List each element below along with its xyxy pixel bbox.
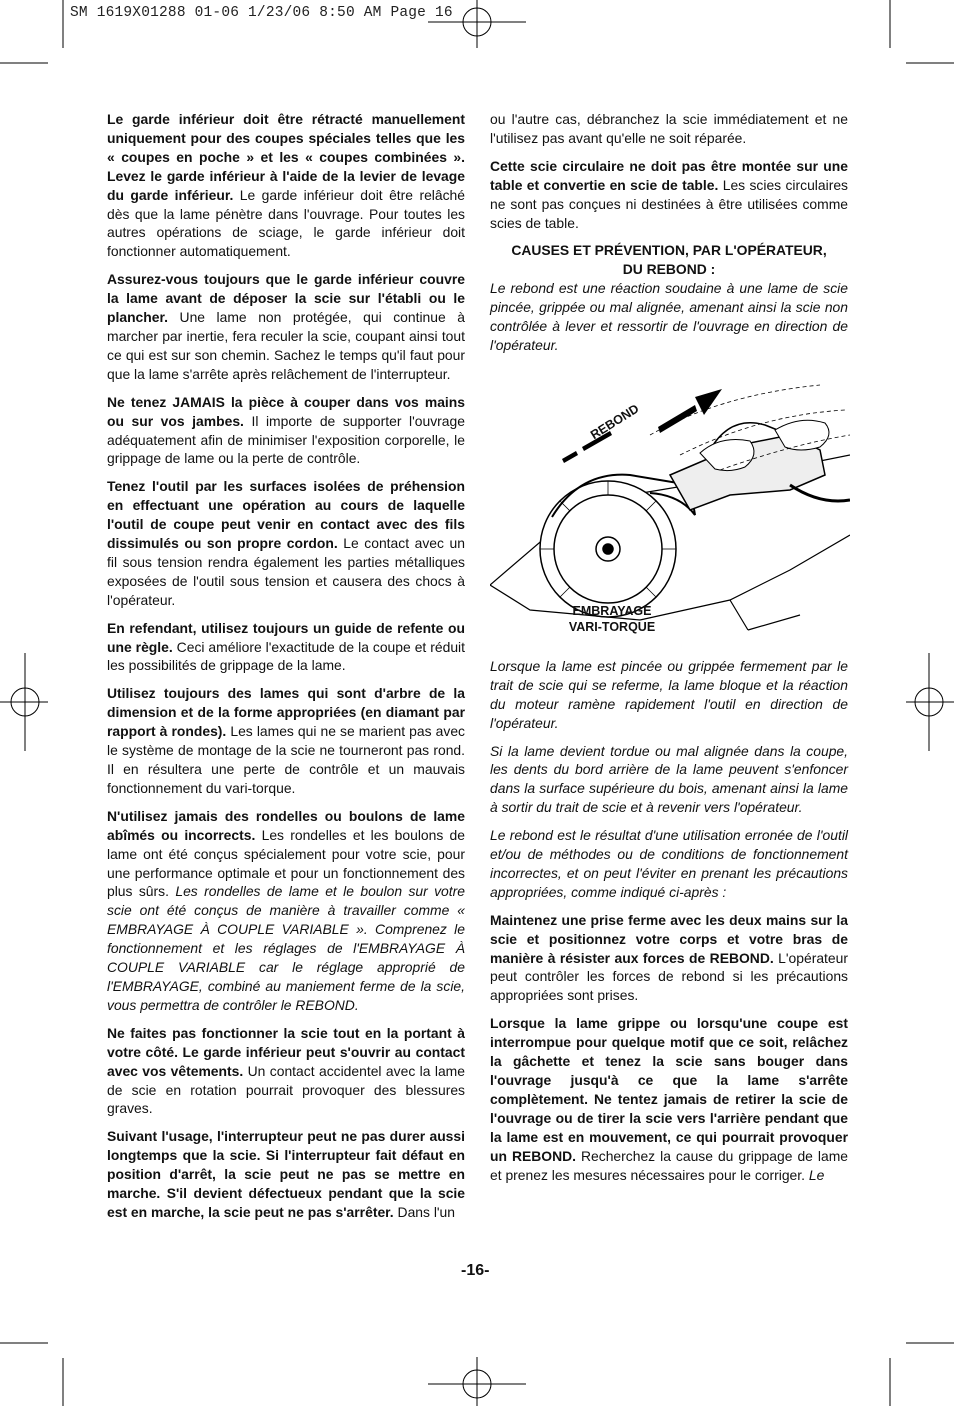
paragraph-kickback-misuse: Le rebond est le résultat d'une utilisation erronée de l'outil et/ou de méthodes ou de conditions de fonctionnement incorrectes, et on peut l'éviter en prenant les précautions appropriées, comme indiqué ci-après : (490, 827, 848, 900)
section-heading-kickback: CAUSES ET PRÉVENTION, PAR L'OPÉRATEUR, DU REBOND : (511, 242, 827, 278)
paragraph-blade-twisted: Si la lame devient tordue ou mal alignée dans la coupe, les dents du bord arrière de la lame peuvent s'enfoncer dans la surface supérieure du bois, amenant ainsi la lame à sortir du trait de scie et à revenir vers l'opérateur. (490, 742, 848, 816)
label-clutch: EMBRAYAGE VARI-TORQUE (568, 603, 656, 634)
registration-mark-bottom (428, 1357, 526, 1406)
paragraph-guard-covers-blade: Assurez-vous toujours que le garde inférieur couvre la lame avant de déposer la scie sur l'établi ou le plancher. Une lame non protégée, qui continue à marcher par inertie, fera reculer la scie, coupant ainsi tout ce qui est sur son chemin. Sachez le temps qu'il faut pour que la lame s'arrête après relâchement de l'interrupteur. (107, 271, 465, 382)
paragraph-no-table-mount: Cette scie circulaire ne doit pas être montée sur une table et convertie en scie de table. Les scies circulaires ne sont pas conçues ni destinées à être utilisées comme scies de table. (490, 157, 848, 231)
right-column (490, 110, 848, 1193)
registration-mark-left (0, 653, 48, 751)
paragraph-lower-guard: Le garde inférieur doit être rétracté manuellement uniquement pour des coupes spéciales telles que les « coupes en poche » et les « coupes combinées ». Levez le garde inférieur à l'aide de la levier de levage du garde inférieur. Le garde inférieur doit être relâché dès que la lame pénètre dans l'ouvrage. Pour toutes les autres opérations de sciage, le garde inférieur doit fonctionner automatiquement. (107, 111, 465, 260)
label-rebond: REBOND (588, 401, 642, 443)
kickback-arrow (658, 389, 722, 433)
paragraph-blade-pinched: Lorsque la lame est pincée ou grippée fermement par le trait de scie qui se referme, la lame bloque et la réaction du moteur ramène rapidement l'outil en direction de l'opérateur. (490, 657, 848, 731)
paragraph-never-hold-workpiece: Ne tenez JAMAIS la pièce à couper dans vos mains ou sur vos jambes. Il importe de supporter l'ouvrage adéquatement afin de minimiser l'exposition corporelle, le grippage de lame ou la perte de contrôle. (107, 393, 465, 467)
paragraph-carry-at-side: Ne faites pas fonctionner la scie tout en la portant à votre côté. Le garde inférieur peut s'ouvrir au contact avec vos vêtements. Un contact accidentel avec la lame de scie en rotation pourrait provoquer des blessures graves. (107, 1024, 465, 1117)
paragraph-kickback-definition: Le rebond est une réaction soudaine à une lame de scie pincée, grippée ou mal alignée, amenant ainsi la scie non contrôlée à lever et ressortir de l'ouvrage en direction de l'opérateur. (490, 280, 848, 353)
registration-mark-right (906, 653, 954, 751)
paragraph-arbor-holes: Utilisez toujours des lames qui sont d'arbre de la dimension et de la forme appropriées (en diamant par rapport à rondes). Les lames qui ne se marient pas avec le système de montage de la scie ne tourneront pas rond. Il en résultera une perte de contrôle et un mauvais fonctionnement du vari-torque. (107, 685, 465, 796)
paragraph-insulated-surfaces: Tenez l'outil par les surfaces isolées de préhension en effectuant une opération au cours de laquelle l'outil de coupe peut venir en contact avec des fils dissimulés ou son propre cordon. Le contact avec un fil sous tension rendra également les parties métalliques exposées de l'outil sous tension et causera des chocs à l'opérateur. (107, 478, 466, 608)
paragraph-rip-fence: En refendant, utilisez toujours un guide de refente ou une règle. Ceci améliore l'exactitude de la coupe et réduit les possibilités de grippage de la lame. (107, 619, 465, 674)
print-slug: SM 1619X01288 01-06 1/23/06 8:50 AM Page 16 (70, 5, 453, 21)
paragraph-washers-bolts: N'utilisez jamais des rondelles ou boulons de lame abîmés ou incorrects. Les rondelles et les boulons de lame ont été conçus spécialement pour votre scie, pour une performance optimale et pour un fonctionnement des plus sûrs. Les rondelles de lame et le boulon sur votre scie ont été conçus de manière à travailler comme « EMBRAYAGE À COUPLE VARIABLE ». Comprenez le fonctionnement et les réglages de l'EMBRAYAGE À COUPLE VARIABLE car le réglage approprié de l'EMBRAYAGE, combiné au maniement ferme de la scie, vous permettra de contrôler le REBOND. (107, 807, 466, 1013)
paragraph-switch-life: Suivant l'usage, l'interrupteur peut ne pas durer aussi longtemps que la scie. Si l'interrupteur fait défaut en position d'arrêt, la scie peut ne pas se mettre en marche. S'il devient défectueux pendant que la scie est en marche, la scie peut ne pas s'arrêter. Dans l'un (107, 1128, 465, 1220)
paragraph-blade-binding: Lorsque la lame grippe ou lorsqu'une coupe est interrompue pour quelque motif que ce soit, relâchez la gâchette et tenez la scie sans bouger dans l'ouvrage jusqu'à ce que la lame s'arrête complètement. Ne tentez jamais de retirer la scie de l'ouvrage ou de tirer la scie vers l'arrière pendant que la lame est en mouvement, ce qui pourrait provoquer un REBOND. Recherchez la cause du grippage de lame et prenez les mesures nécessaires pour le corriger. Le (490, 1015, 848, 1183)
paragraph-unplug-saw: ou l'autre cas, débranchez la scie immédiatement et ne l'utilisez pas avant qu'elle ne soit réparée. (490, 111, 848, 146)
page-number: -16- (461, 1262, 490, 1279)
paragraph-firm-grip: Maintenez une prise ferme avec les deux mains sur la scie et positionnez votre corps et votre bras de manière à résister aux forces de REBOND. L'opérateur peut contrôler les forces de rebond si les précautions appropriées sont prises. (490, 911, 848, 1004)
left-column (107, 110, 465, 1231)
kickback-illustration (490, 375, 850, 645)
